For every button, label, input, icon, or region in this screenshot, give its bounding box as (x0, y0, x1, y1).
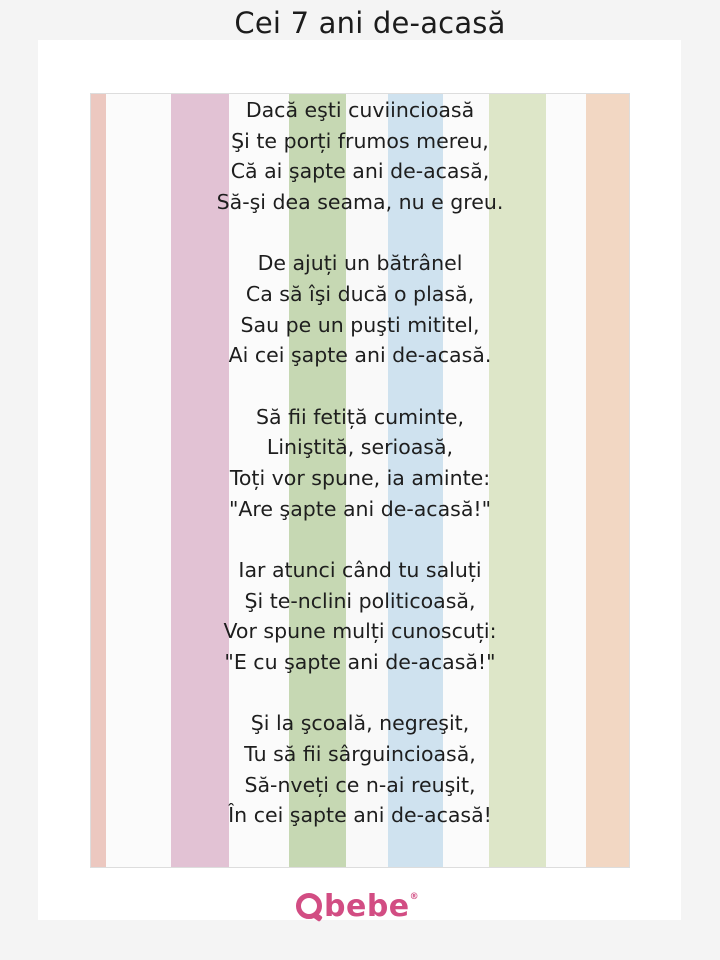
poem-line: Dacă eşti cuviincioasă (245, 98, 475, 122)
poem-line: Toți vor spune, ia aminte: (229, 466, 491, 491)
stanza (90, 402, 630, 525)
brand-q-icon (296, 893, 322, 919)
poem-line: Iar atunci când tu saluți (238, 557, 482, 582)
stanza (90, 555, 630, 678)
poem-line: Tu să fii sârguincioasă, (244, 741, 476, 766)
poem-line: Ai cei şapte ani de-acasă. (228, 343, 492, 368)
poem-line: Să-şi dea seama, nu e greu. (216, 190, 504, 215)
poem-line: De ajuți un bătrânel (257, 251, 463, 276)
poem-body (90, 93, 630, 862)
stanza (90, 248, 630, 371)
poem-line: Să fii fetiță cuminte, (256, 404, 464, 429)
poem-line: Liniştită, serioasă, (266, 435, 454, 460)
poem-line: Sau pe un puşti mititel, (240, 312, 480, 337)
poem-line: Şi la şcoală, negreşit, (250, 711, 470, 736)
stanza (90, 708, 630, 831)
poem-line: Şi te porți frumos mereu, (231, 128, 489, 153)
brand-logo (296, 886, 419, 926)
poem-line: În cei şapte ani de-acasă! (228, 803, 492, 828)
poem-line: Să-nveți ce n-ai reuşit, (244, 772, 476, 797)
poem-line: Că ai şapte ani de-acasă, (230, 159, 490, 184)
poem-line: "Are şapte ani de-acasă!" (228, 496, 492, 521)
brand-name: bebe (324, 888, 410, 924)
poem-line: Şi te-nclini politicoasă, (244, 588, 476, 613)
poem-line: Vor spune mulți cunoscuți: (223, 619, 497, 644)
stanza (90, 95, 630, 218)
poem-line: Ca să îşi ducă o plasă, (245, 282, 475, 307)
poem-line: "E cu şapte ani de-acasă!" (224, 650, 496, 675)
poem-title: Cei 7 ani de-acasă (234, 6, 506, 40)
registered-mark: ® (409, 892, 419, 902)
